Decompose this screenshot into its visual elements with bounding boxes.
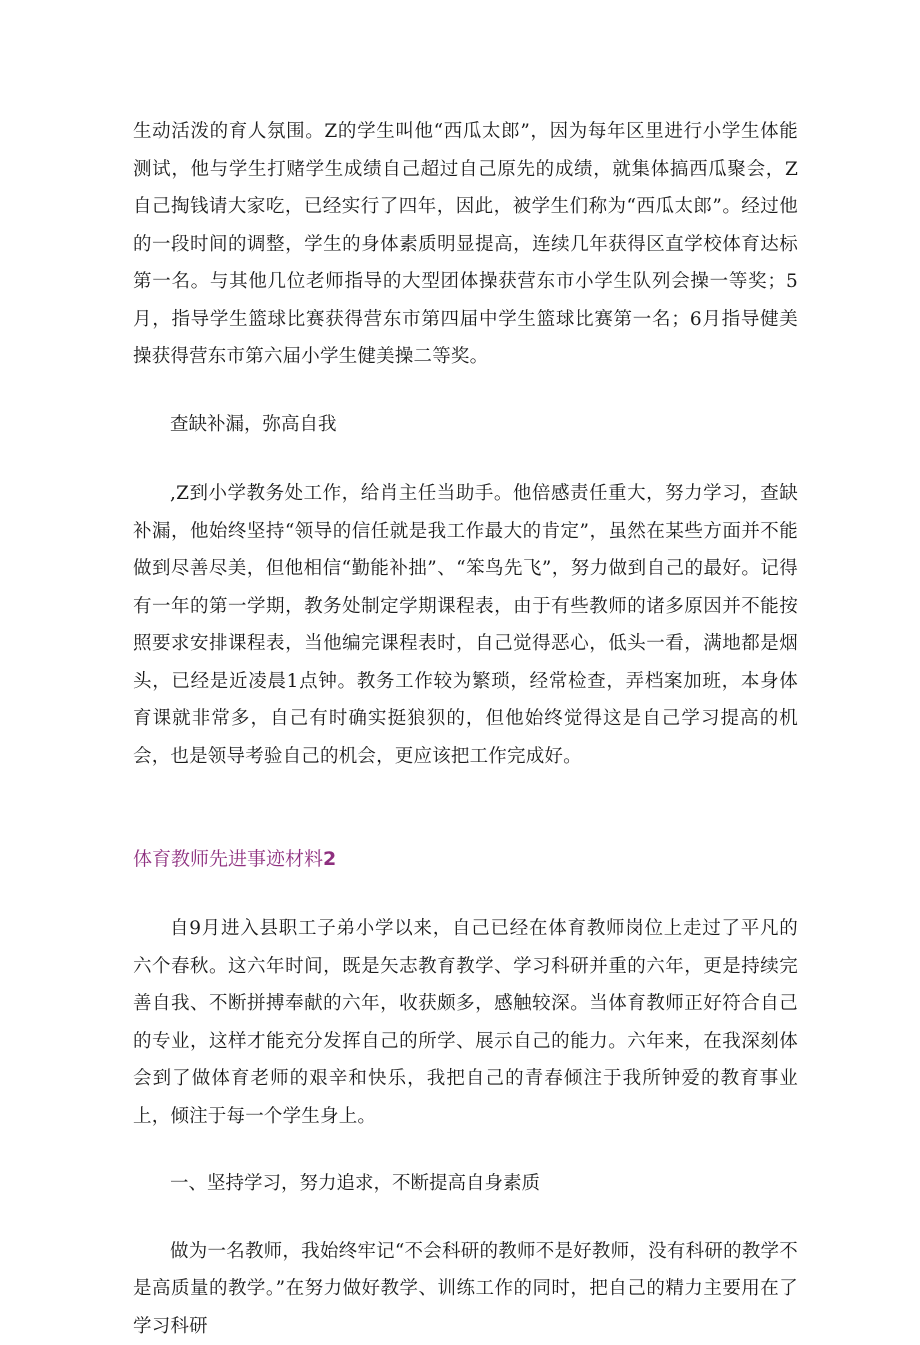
spacer xyxy=(133,1135,798,1165)
section-title-text: 体育教师先进事迹材料 xyxy=(133,848,323,870)
section-title-number: 2 xyxy=(323,848,336,870)
paragraph-liunian: 自9月进入县职工子弟小学以来，自己已经在体育教师岗位上走过了平凡的六个春秋。这六年时间，既是矢志教育教学、学习科研并重的六年，更是持续完善自我、不断拼搏奉献的六年，收获颇多，感触较深。当体育教师正好符合自己的专业，这样才能充分发挥自己的所学、展示自己的能力。六年来，在我深刻体会到了做体育老师的艰辛和快乐，我把自己的青春倾注于我所钟爱的教育事业上，倾注于每一个学生身上。 xyxy=(133,910,798,1135)
subheading-jianchi-xuexi: 一、坚持学习，努力追求，不断提高自身素质 xyxy=(133,1165,798,1203)
document-page xyxy=(133,113,798,1345)
paragraph-keyan: 做为一名教师，我始终牢记“不会科研的教师不是好教师，没有科研的教学不是高质量的教学。”在努力做好教学、训练工作的同时，把自己的精力主要用在了学习科研 xyxy=(133,1233,798,1345)
spacer xyxy=(133,443,798,475)
spacer xyxy=(133,1203,798,1233)
section-title xyxy=(133,841,798,878)
paragraph-jiaowuchu: ,Z到小学教务处工作，给肖主任当助手。他倍感责任重大，努力学习，查缺补漏，他始终坚持“领导的信任就是我工作最大的肯定”，虽然在某些方面并不能做到尽善尽美，但他相信“勤能补拙”、“笨鸟先飞”，努力做到自己的最好。记得有一年的第一学期，教务处制定学期课程表，由于有些教师的诸多原因并不能按照要求安排课程表，当他编完课程表时，自己觉得恶心，低头一看，满地都是烟头，已经是近凌晨1点钟。教务工作较为繁琐，经常检查，弄档案加班，本身体育课就非常多，自己有时确实挺狼狈的，但他始终觉得这是自己学习提高的机会，也是领导考验自己的机会，更应该把工作完成好。 xyxy=(133,475,798,775)
spacer xyxy=(133,376,798,406)
spacer xyxy=(133,878,798,910)
spacer xyxy=(133,775,798,841)
paragraph-xigua-tailang: 生动活泼的育人氛围。Z的学生叫他“西瓜太郎”，因为每年区里进行小学生体能测试，他与学生打赌学生成绩自己超过自己原先的成绩，就集体搞西瓜聚会，Z自己掏钱请大家吃，已经实行了四年，因此，被学生们称为“西瓜太郎”。经过他的一段时间的调整，学生的身体素质明显提高，连续几年获得区直学校体育达标第一名。与其他几位老师指导的大型团体操获营东市小学生队列会操一等奖；5月，指导学生篮球比赛获得营东市第四届中学生篮球比赛第一名；6月指导健美操获得营东市第六届小学生健美操二等奖。 xyxy=(133,113,798,376)
subheading-chaque-buluo: 查缺补漏，弥高自我 xyxy=(133,406,798,444)
